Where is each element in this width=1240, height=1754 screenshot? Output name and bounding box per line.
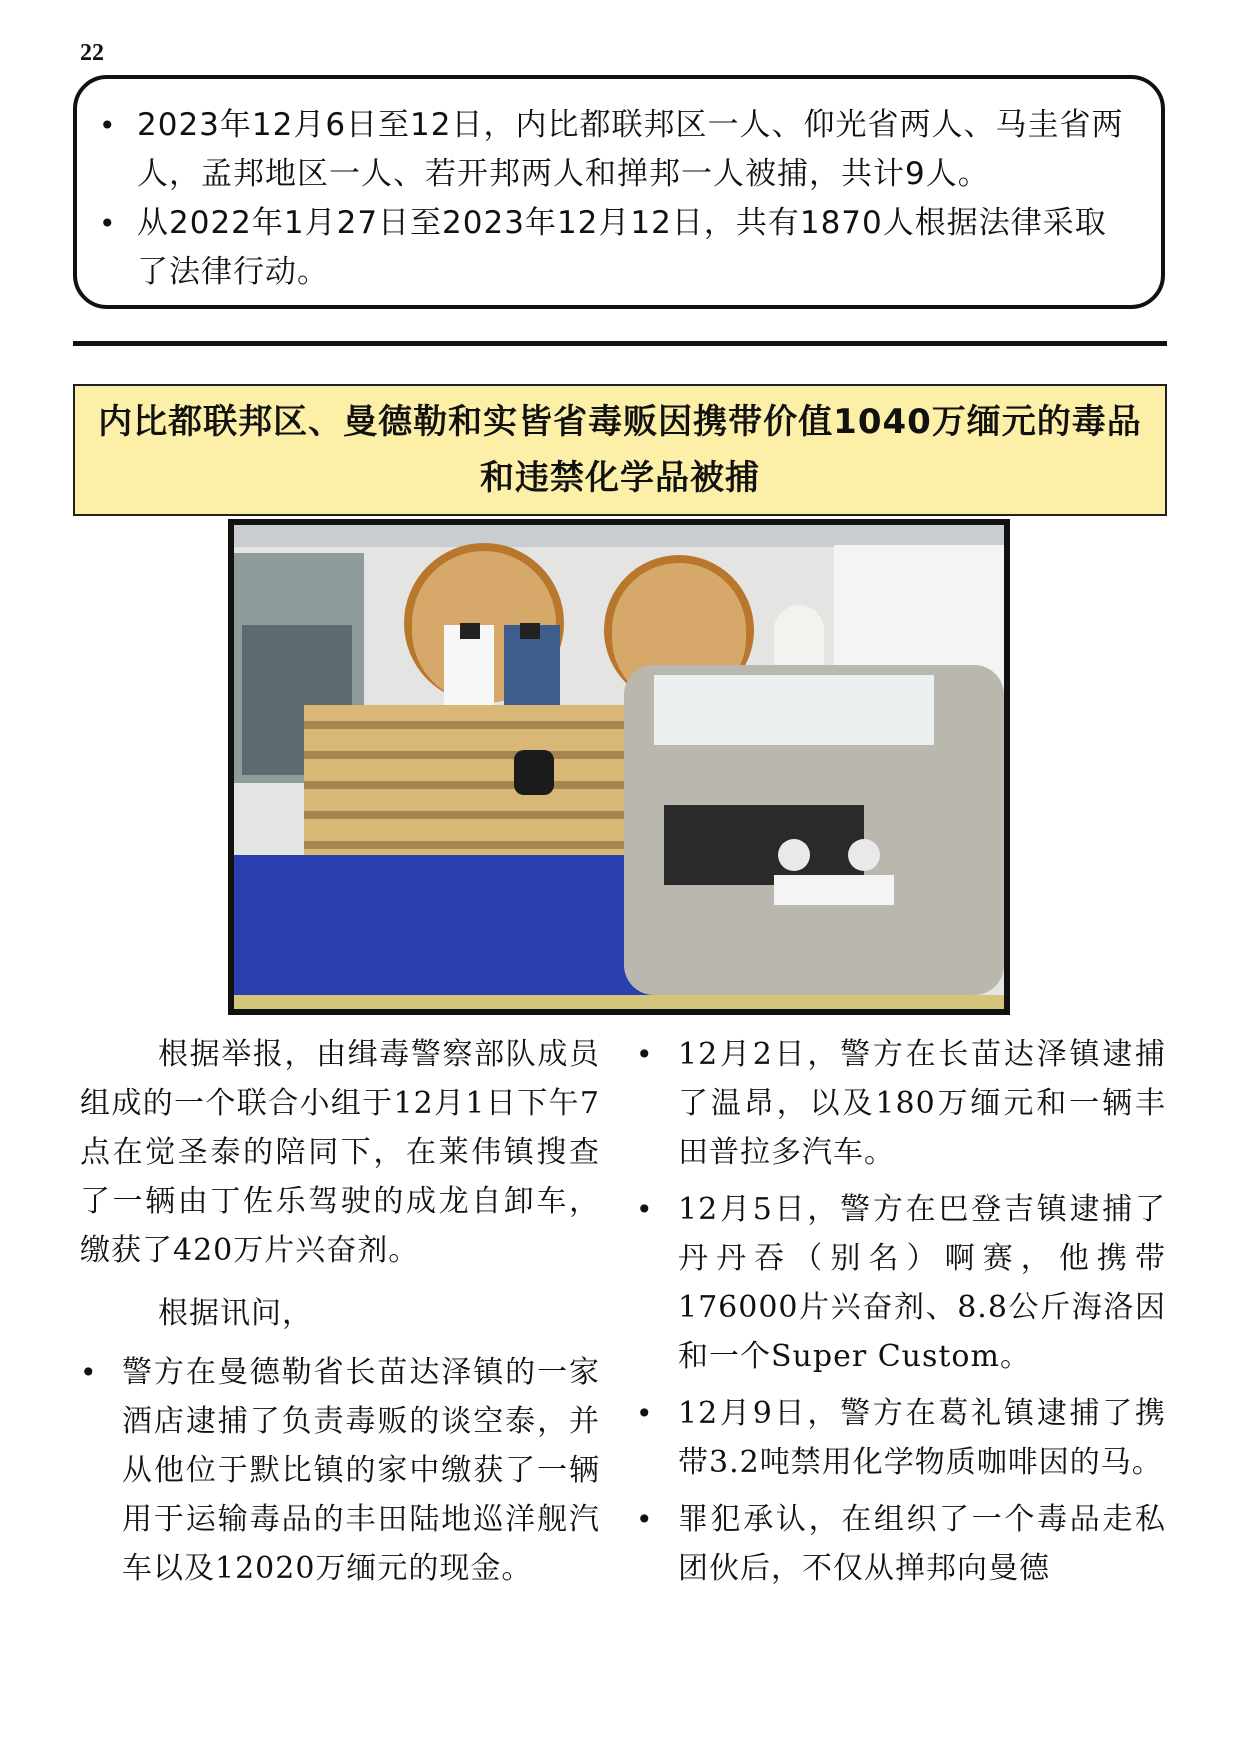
bullet-icon: • — [636, 1193, 654, 1226]
list-item — [80, 1348, 600, 1593]
summary-item — [93, 101, 1137, 199]
left-bullet-list — [80, 1348, 600, 1593]
list-item-text: 12月2日，警方在长苗达泽镇逮捕了温昂，以及180万缅元和一辆丰田普拉多汽车。 — [678, 1037, 1166, 1170]
summary-text: 2023年12月6日至12日，内比都联邦区一人、仰光省两人、马圭省两人，孟邦地区一人、若开邦两人和掸邦一人被捕，共计9人。 — [137, 107, 1124, 192]
bullet-icon: • — [636, 1397, 654, 1430]
list-item — [636, 1495, 1166, 1593]
summary-list — [93, 101, 1137, 297]
bullet-icon: • — [636, 1038, 654, 1071]
seizure-photo — [228, 519, 1010, 1015]
headline-box — [73, 384, 1167, 516]
article-headline: 内比都联邦区、曼德勒和实皆省毒贩因携带价值1040万缅元的毒品和违禁化学品被捕 — [98, 402, 1142, 498]
list-item — [636, 1389, 1166, 1487]
summary-box — [73, 75, 1165, 309]
article-lead-in: 根据讯问， — [158, 1296, 313, 1331]
seizure-photo-image — [234, 525, 1004, 1009]
summary-text: 从2022年1月27日至2023年12月12日，共有1870人根据法律采取了法律行动。 — [137, 205, 1107, 290]
article-intro: 根据举报，由缉毒警察部队成员组成的一个联合小组于12月1日下午7点在觉圣泰的陪同下，在莱伟镇搜查了一辆由丁佐乐驾驶的成龙自卸车，缴获了420万片兴奋剂。 — [80, 1037, 600, 1268]
right-bullet-list — [636, 1030, 1166, 1593]
article-right-column — [636, 1030, 1166, 1601]
list-item-text: 警方在曼德勒省长苗达泽镇的一家酒店逮捕了负责毒贩的谈空泰，并从他位于默比镇的家中缴获了一辆用于运输毒品的丰田陆地巡洋舰汽车以及12020万缅元的现金。 — [122, 1355, 600, 1586]
list-item — [636, 1185, 1166, 1381]
list-item-text: 12月9日，警方在葛礼镇逮捕了携带3.2吨禁用化学物质咖啡因的马。 — [678, 1396, 1166, 1480]
bullet-icon: • — [99, 207, 117, 240]
bullet-icon: • — [99, 109, 117, 142]
page-number: 22 — [80, 40, 104, 66]
list-item-text: 12月5日，警方在巴登吉镇逮捕了丹丹吞（别名）啊赛，他携带176000片兴奋剂、8.8公斤海洛因和一个Super Custom。 — [678, 1192, 1166, 1374]
bullet-icon: • — [636, 1503, 654, 1536]
list-item — [636, 1030, 1166, 1177]
list-item-text: 罪犯承认，在组织了一个毒品走私团伙后，不仅从掸邦向曼德 — [678, 1502, 1166, 1586]
article-left-column — [80, 1030, 600, 1601]
section-divider — [73, 341, 1167, 346]
summary-item — [93, 199, 1137, 297]
bullet-icon: • — [80, 1356, 98, 1389]
